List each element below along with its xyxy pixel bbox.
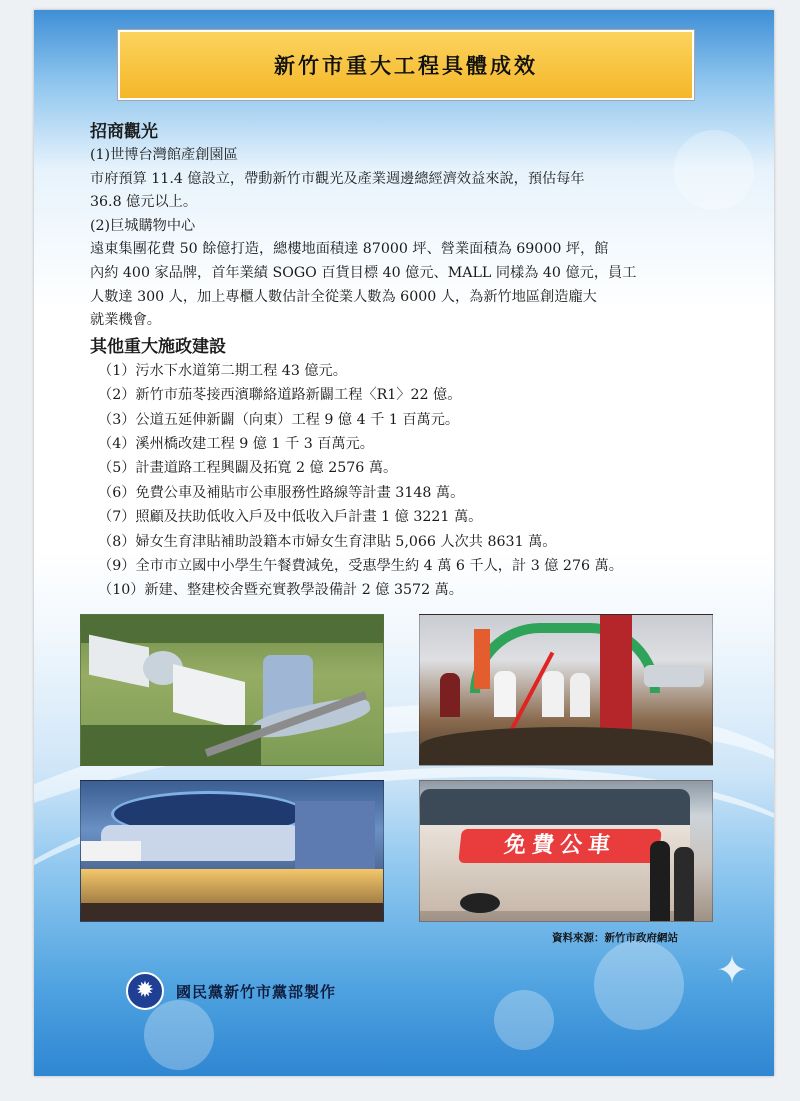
- footer: [126, 972, 336, 1010]
- shopping-mall-photo: [80, 780, 384, 922]
- section-heading-investment: 招商觀光: [90, 122, 158, 142]
- sparkle-icon: ✦: [716, 948, 748, 992]
- bus-sign-text: 免費公車: [458, 829, 662, 863]
- list-item: （1）污水下水道第二期工程 43 億元。: [98, 362, 347, 379]
- footer-text: 國民黨新竹市黨部製作: [176, 982, 337, 1001]
- paragraph-line: 人數達 300 人，加上專櫃人數估計全從業人數為 6000 人，為新竹地區創造龐大: [90, 288, 597, 305]
- source-note: 資料來源：新竹市政府網站: [552, 932, 678, 944]
- industrial-park-photo: [80, 614, 384, 766]
- paragraph-line: 36.8 億元以上。: [90, 194, 198, 211]
- construction-list: [90, 359, 730, 603]
- paragraph-line: 市府預算 11.4 億設立，帶動新竹市觀光及產業週邊總經濟效益來說，預估每年: [90, 170, 585, 187]
- list-item: （8）婦女生育津貼補助設籍本市婦女生育津貼 5,066 人次共 8631 萬。: [98, 533, 557, 550]
- list-item: （4）溪州橋改建工程 9 億 1 千 3 百萬元。: [98, 435, 374, 452]
- ceremony-photo: [419, 614, 713, 766]
- paragraph-line: 就業機會。: [90, 312, 161, 329]
- list-item: （3）公道五延伸新闢（向東）工程 9 億 4 千 1 百萬元。: [98, 411, 460, 428]
- paragraph-line: 內約 400 家品牌，首年業績 SOGO 百貨目標 40 億元、MALL 同樣為 40 億元，員工: [90, 264, 637, 281]
- background-bubble: [494, 990, 554, 1050]
- main-content: [90, 120, 730, 603]
- paragraph-line: 遠東集團花費 50 餘億打造，總樓地面積達 87000 坪、營業面積為 69000 坪，館: [90, 241, 609, 258]
- list-item: （9）全市市立國中小學生午餐費減免，受惠學生約 4 萬 6 千人，計 3 億 276 萬。: [98, 558, 623, 574]
- item-label: (2)巨城購物中心: [90, 217, 196, 234]
- page-title: 新竹市重大工程具體成效: [274, 53, 538, 78]
- list-item: （6）免費公車及補貼市公車服務性路線等計畫 3148 萬。: [98, 484, 465, 501]
- list-item: （5）計畫道路工程興闢及拓寬 2 億 2576 萬。: [98, 460, 398, 477]
- background-bubble: [144, 1000, 214, 1070]
- sun-emblem-icon: ✹: [126, 972, 164, 1010]
- background-bubble: [594, 940, 684, 1030]
- free-bus-photo: [419, 780, 713, 922]
- list-item: （7）照顧及扶助低收入戶及中低收入戶計畫 1 億 3221 萬。: [98, 509, 483, 526]
- list-item: （2）新竹市茄苳接西濱聯絡道路新闢工程〈R1〉22 億。: [98, 387, 462, 404]
- title-banner: [118, 30, 694, 100]
- item-label: (1)世博台灣館產創園區: [90, 147, 238, 163]
- section-heading-construction: 其他重大施政建設: [90, 336, 226, 357]
- list-item: （10）新建、整建校舍暨充實教學設備計 2 億 3572 萬。: [98, 582, 463, 599]
- poster-sheet: [34, 10, 774, 1076]
